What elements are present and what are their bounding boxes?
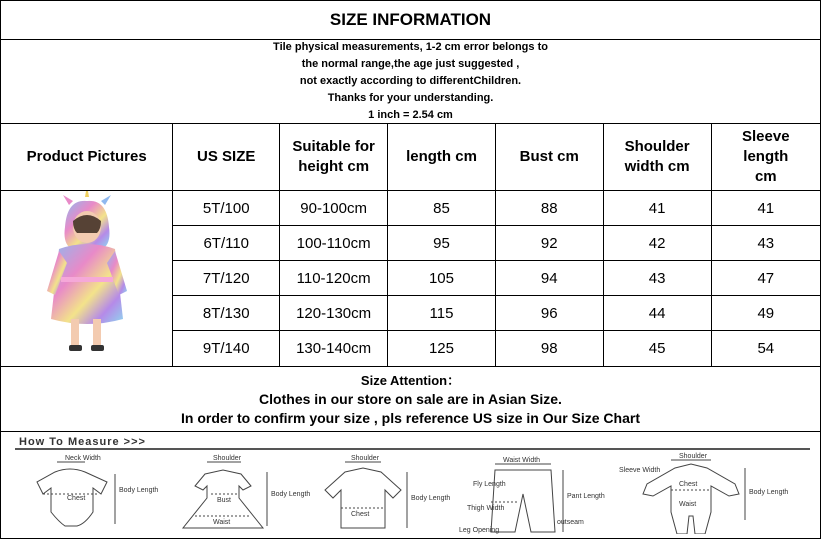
- pants-sketch: [491, 464, 563, 532]
- label-fly-length: Fly Length: [473, 481, 506, 488]
- label-leg-opening: Leg Opening: [459, 527, 500, 534]
- measurement-notes: [1, 40, 820, 124]
- how-to-measure-heading: How To Measure >>>: [19, 436, 146, 448]
- top-sketch: [325, 462, 407, 528]
- size-table: [1, 124, 820, 367]
- note-line: 1 inch = 2.54 cm: [368, 109, 453, 121]
- note-line: Tile physical measurements, 1-2 cm error belongs to: [273, 41, 548, 53]
- note-line: the normal range,the age just suggested ,: [301, 58, 520, 70]
- table-cell: 6T/110: [173, 226, 280, 261]
- label-chest: Chest: [679, 481, 698, 488]
- table-cell: 47: [711, 261, 820, 296]
- attention-line: In order to confirm your size , pls reference US size in Our Size Chart: [180, 409, 640, 426]
- label-pant-length: Pant Length: [567, 493, 605, 500]
- table-cell: 130-140cm: [280, 331, 388, 366]
- label-shoulder: Shoulder: [351, 455, 380, 462]
- note-line: not exactly according to differentChildren.: [299, 75, 522, 87]
- label-body-length: Body Length: [411, 495, 451, 502]
- label-body-length: Body Length: [749, 489, 789, 496]
- table-cell: 85: [388, 191, 496, 226]
- table-cell: 105: [388, 261, 496, 296]
- table-cell: 88: [495, 191, 603, 226]
- bodysuit-sketch: [37, 462, 115, 526]
- table-cell: 9T/140: [173, 331, 280, 366]
- page-title: SIZE INFORMATION: [1, 1, 820, 40]
- table-cell: 110-120cm: [280, 261, 388, 296]
- table-cell: 42: [603, 226, 711, 261]
- label-bust: Bust: [217, 497, 232, 504]
- table-cell: 43: [711, 226, 820, 261]
- table-cell: 41: [603, 191, 711, 226]
- attention-line: Clothes in our store on sale are in Asian Size.: [259, 390, 562, 407]
- column-header: Sleeve length cm: [711, 124, 820, 191]
- table-cell: 49: [711, 296, 820, 331]
- product-picture: [1, 191, 173, 367]
- column-header: length cm: [388, 124, 496, 191]
- table-cell: 96: [495, 296, 603, 331]
- label-waist-width: Waist Width: [503, 457, 541, 464]
- table-cell: 95: [388, 226, 496, 261]
- table-cell: 43: [603, 261, 711, 296]
- label-shoulder: Shoulder: [213, 455, 242, 462]
- table-row: [1, 191, 820, 226]
- label-chest: Chest: [351, 511, 370, 518]
- column-header: US SIZE: [173, 124, 280, 191]
- table-header-row: [1, 124, 820, 191]
- table-cell: 125: [388, 331, 496, 366]
- label-waist: Waist: [213, 519, 231, 526]
- label-chest: Chest: [67, 495, 86, 502]
- table-cell: 94: [495, 261, 603, 296]
- table-cell: 54: [711, 331, 820, 366]
- how-to-measure: [15, 434, 810, 534]
- label-body-length: Body Length: [271, 491, 311, 498]
- child-in-unicorn-robe-photo: [27, 191, 147, 361]
- table-cell: 7T/120: [173, 261, 280, 296]
- column-header: Shoulder width cm: [603, 124, 711, 191]
- table-cell: 100-110cm: [280, 226, 388, 261]
- table-cell: 44: [603, 296, 711, 331]
- table-cell: 120-130cm: [280, 296, 388, 331]
- size-attention: [1, 366, 820, 432]
- label-neck-width: Neck Width: [65, 455, 101, 462]
- attention-title: Size Attention：: [360, 372, 461, 388]
- table-cell: 5T/100: [173, 191, 280, 226]
- table-cell: 45: [603, 331, 711, 366]
- table-cell: 98: [495, 331, 603, 366]
- table-cell: 8T/130: [173, 296, 280, 331]
- table-cell: 92: [495, 226, 603, 261]
- measure-diagrams: [15, 450, 810, 534]
- label-waist: Waist: [679, 501, 697, 508]
- label-outseam: outseam: [557, 519, 584, 526]
- label-thigh-width: Thigh Width: [467, 505, 505, 512]
- table-cell: 90-100cm: [280, 191, 388, 226]
- label-body-length: Body Length: [119, 487, 159, 494]
- label-sleeve-width: Sleeve Width: [619, 467, 661, 474]
- label-shoulder: Shoulder: [679, 453, 708, 460]
- table-cell: 115: [388, 296, 496, 331]
- column-header: Suitable for height cm: [280, 124, 388, 191]
- column-header: Product Pictures: [1, 124, 173, 191]
- note-line: Thanks for your understanding.: [327, 92, 494, 104]
- column-header: Bust cm: [495, 124, 603, 191]
- table-cell: 41: [711, 191, 820, 226]
